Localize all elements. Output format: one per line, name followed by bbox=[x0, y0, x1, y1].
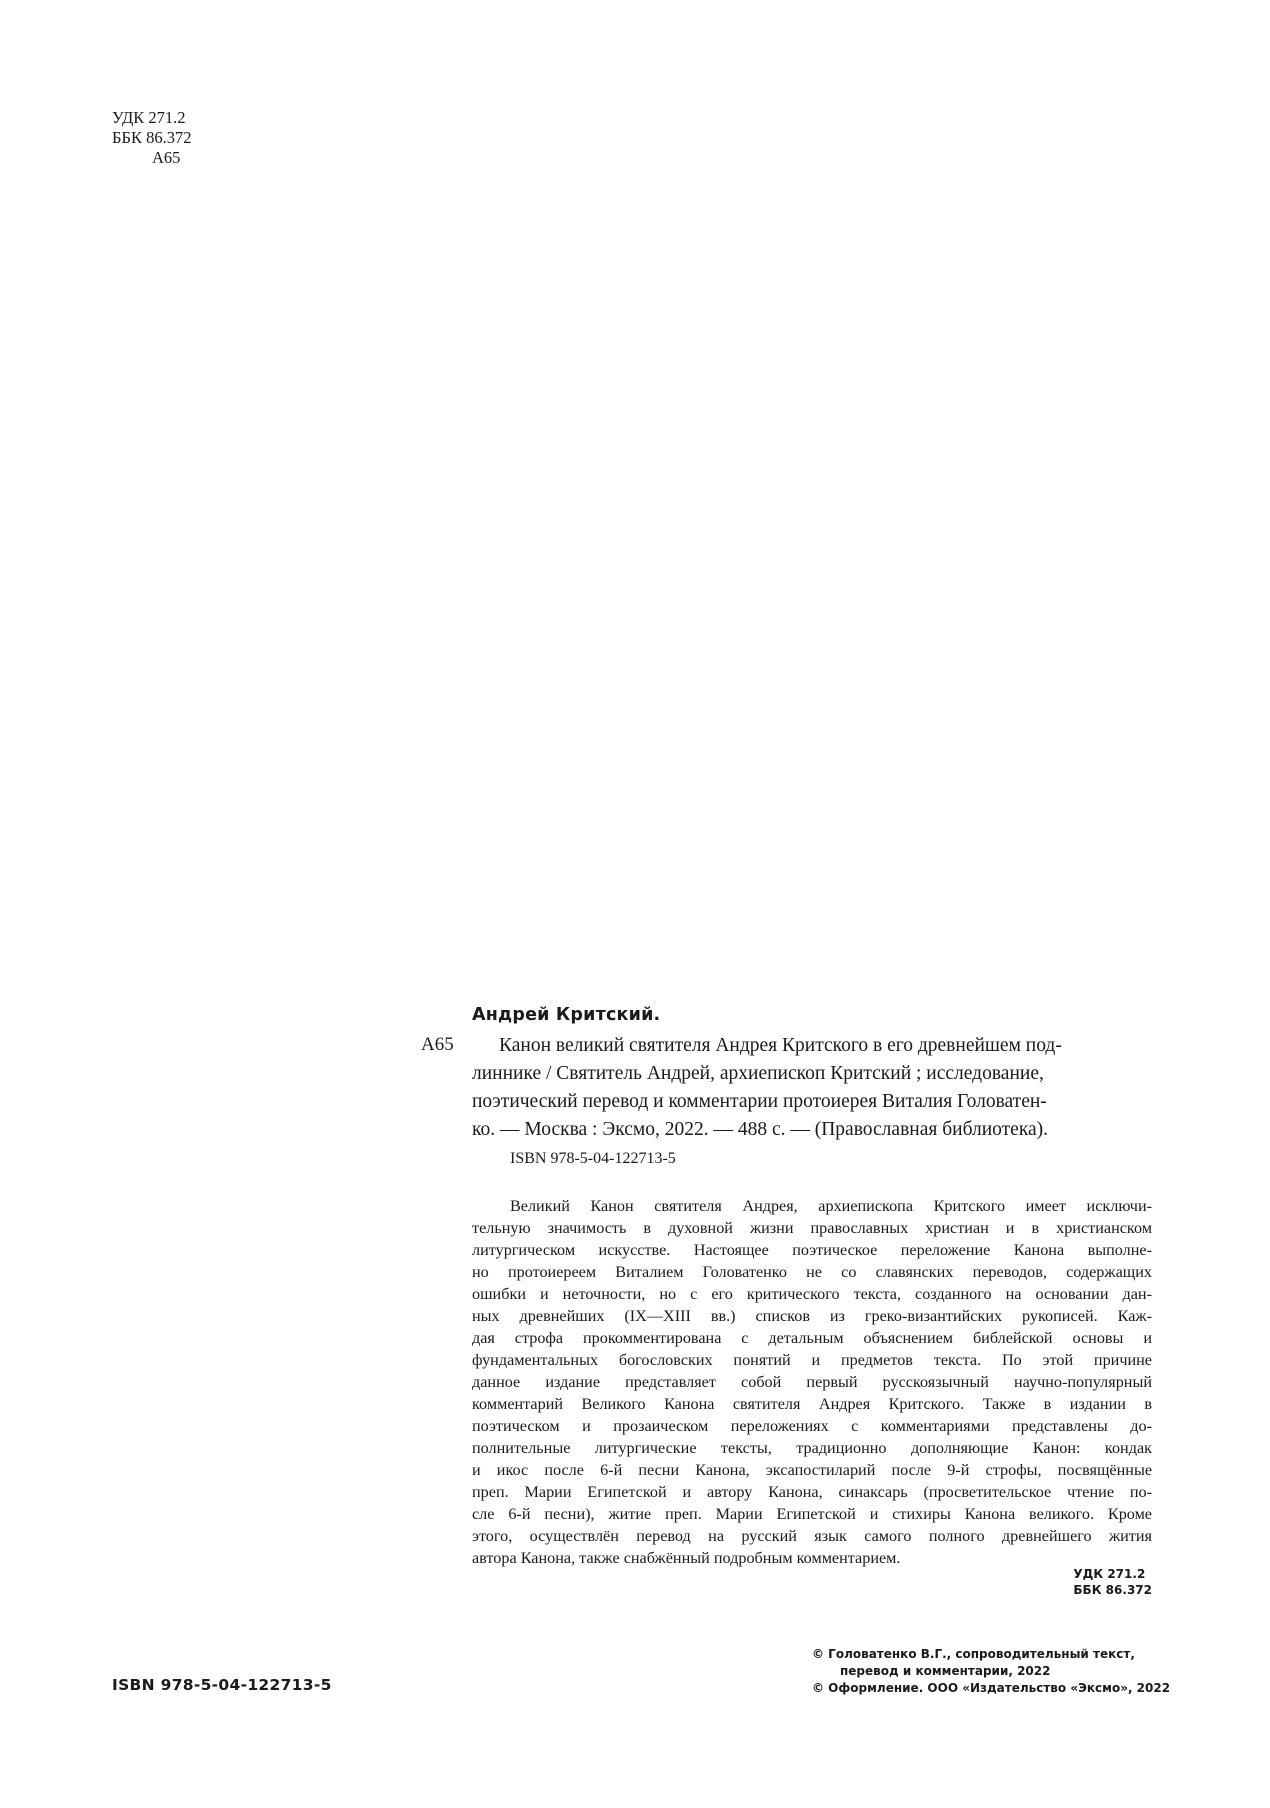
annotation-line: и икос после 6-й песни Канона, эксапостиларий после 9-й строфы, посвящённые bbox=[472, 1461, 1152, 1479]
classification-codes-bottom bbox=[1073, 1566, 1152, 1598]
record-author-mark: А65 bbox=[421, 1034, 454, 1055]
copyright-line: © Головатенко В.Г., сопроводительный текст, bbox=[812, 1647, 1135, 1661]
annotation-line: преп. Марии Египетской и автору Канона, синаксарь (просветительское чтение по- bbox=[472, 1483, 1152, 1501]
bbk-code-bottom: ББК 86.372 bbox=[1073, 1583, 1152, 1597]
biblio-line: Канон великий святителя Андрея Критского в его древнейшем под- bbox=[499, 1035, 1062, 1056]
annotation-line: данное издание представляет собой первый русскоязычный научно-популярный bbox=[472, 1373, 1152, 1391]
classification-codes-top bbox=[112, 108, 191, 168]
copyright-line: © Оформление. ООО «Издательство «Эксмо», 2022 bbox=[812, 1681, 1171, 1695]
isbn-bottom: ISBN 978-5-04-122713-5 bbox=[112, 1676, 332, 1694]
annotation-line: но протоиереем Виталием Головатенко не со славянских переводов, содержащих bbox=[472, 1263, 1152, 1281]
annotation-line: дая строфа прокомментирована с детальным объяснением библейской основы и bbox=[472, 1329, 1152, 1347]
udk-code-bottom: УДК 271.2 bbox=[1073, 1567, 1146, 1581]
copyright-line: перевод и комментарии, 2022 bbox=[840, 1664, 1051, 1678]
bbk-code: ББК 86.372 bbox=[112, 128, 192, 147]
annotation-line: этого, осуществлён перевод на русский язык самого полного древнейшего жития bbox=[472, 1527, 1152, 1545]
bibliographic-description bbox=[472, 1032, 1152, 1144]
author-mark: А65 bbox=[152, 148, 181, 167]
annotation-line: ошибки и неточности, но с его критического текста, созданного на основании дан- bbox=[472, 1285, 1152, 1303]
annotation-line: сле 6-й песни), житие преп. Марии Египетской и стихиры Канона великого. Кроме bbox=[472, 1505, 1152, 1523]
biblio-line: ко. — Москва : Эксмо, 2022. — 488 с. — (Православная библиотека). bbox=[472, 1119, 1049, 1140]
annotation-line: тельную значимость в духовной жизни православных христиан и в христианском bbox=[472, 1219, 1152, 1237]
annotation-line: фундаментальных богословских понятий и предметов текста. По этой причине bbox=[472, 1351, 1152, 1369]
annotation bbox=[472, 1195, 1152, 1569]
udk-code: УДК 271.2 bbox=[112, 108, 186, 127]
record-author: Андрей Критский. bbox=[472, 1005, 661, 1025]
annotation-line: литургическом искусстве. Настоящее поэтическое переложение Канона выполне- bbox=[472, 1241, 1152, 1259]
biblio-line: поэтический перевод и комментарии протоиерея Виталия Головатен- bbox=[472, 1091, 1047, 1112]
biblio-line: линнике / Святитель Андрей, архиепископ Критский ; исследование, bbox=[472, 1063, 1044, 1084]
annotation-line: Великий Канон святителя Андрея, архиепископа Критского имеет исключи- bbox=[510, 1197, 1152, 1215]
annotation-line: ных древнейших (IX—XIII вв.) списков из греко-византийских рукописей. Каж- bbox=[472, 1307, 1152, 1325]
record-isbn: ISBN 978-5-04-122713-5 bbox=[510, 1150, 676, 1167]
copyright-block bbox=[812, 1646, 1170, 1697]
annotation-line: комментарий Великого Канона святителя Андрея Критского. Также в издании в bbox=[472, 1395, 1152, 1413]
annotation-line: поэтическом и прозаическом переложениях с комментариями представлены до- bbox=[472, 1417, 1152, 1435]
annotation-line: полнительные литургические тексты, традиционно дополняющие Канон: кондак bbox=[472, 1439, 1152, 1457]
annotation-line: автора Канона, также снабжённый подробным комментарием. bbox=[472, 1549, 901, 1567]
